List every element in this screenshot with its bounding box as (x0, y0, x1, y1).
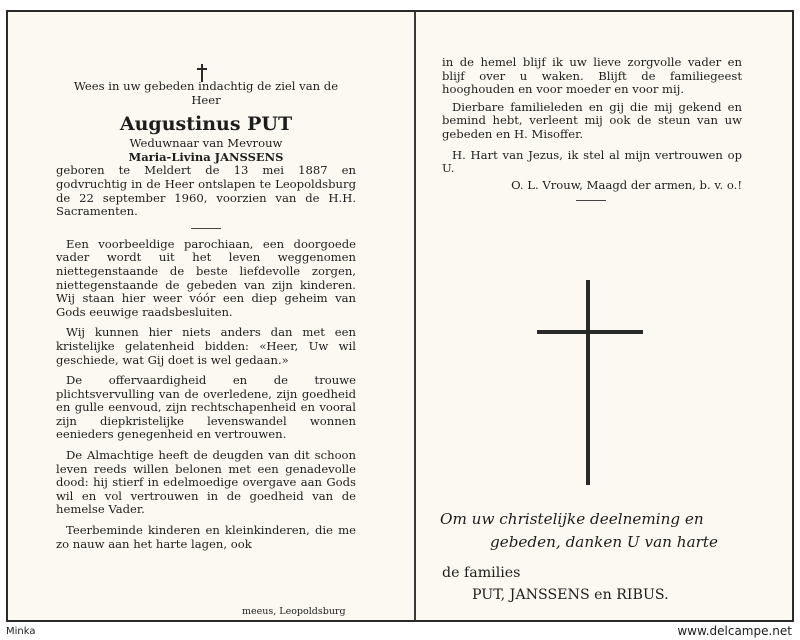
birth-text: geboren te Meldert de 13 mei 1887 en godvruchtig in de Heer ontslapen te Leopoldsburg de 22 september 1960, voorzien van de H.H. Sacramenten. (56, 163, 356, 219)
printer-credit: meeus, Leopoldsburg (242, 606, 346, 617)
right-paragraph-1: in de hemel blijf ik uw lieve zorgvolle vader en blijf over u waken. Blijft de familiegeest hooghouden en voor moeder en voor mij. (442, 55, 742, 97)
watermark-left: Minka (6, 626, 36, 637)
families-block (442, 562, 669, 606)
intro-text: Wees in uw gebeden indachtig de ziel van de Heer (73, 79, 339, 107)
families-label: de families (442, 565, 521, 581)
right-panel (442, 56, 742, 201)
right-paragraph-3: H. Hart van Jezus, ik stel al mijn vertrouwen op U. (442, 147, 742, 176)
widower-line: Weduwnaar van Mevrouw (129, 136, 283, 151)
watermark-right: www.delcampe.net (677, 624, 792, 638)
thanks-line-2: gebeden, danken U van harte (490, 533, 718, 551)
paragraph-3: De offervaardigheid en de trouwe plichtsvervulling van de overledene, zijn goedheid en gulle eenvoud, zijn rechtschapenheid en vooral zijn diepkristelijke levenswandel wonnen eenieders genegenheid en vertrouwen. (56, 373, 356, 442)
fold-line (414, 12, 416, 620)
large-cross-icon (535, 280, 645, 485)
left-panel (56, 62, 356, 551)
right-paragraph-2: Dierbare familieleden en gij die mij gekend en bemind hebt, verleent mij ook de steun van uw gebeden en H. Misoffer. (442, 99, 742, 141)
paragraph-5: Teerbeminde kinderen en kleinkinderen, die me zo nauw aan het harte lagen, ook (56, 523, 356, 551)
wife-name: Maria-Livina JANSSENS (128, 149, 284, 164)
thanks-line-1: Om uw christelijke deelneming en (440, 510, 704, 528)
right-paragraph-4: O. L. Vrouw, Maagd der armen, b. v. o.! (511, 177, 742, 192)
families-names: PUT, JANSSENS en RIBUS. (472, 587, 669, 603)
deceased-name: Augustinus PUT (119, 113, 293, 136)
paragraph-2: Wij kunnen hier niets anders dan met een kristelijke gelatenheid bidden: «Heer, Uw wil geschiede, wat Gij doet is wel gedaan.» (56, 325, 356, 367)
thanks-text (440, 508, 746, 554)
divider (191, 228, 221, 229)
right-divider (576, 200, 606, 201)
paragraph-1: Een voorbeeldige parochiaan, een doorgoede vader wordt uit het leven weggenomen niettegenstaande de beste liefdevolle zorgen, niettegenstaande de gebeden van zijn kinderen. Wij staan hier weer vóór een diep geheim van Gods eeuwige raadsbesluiten. (56, 236, 356, 319)
paragraph-4: De Almachtige heeft de deugden van dit schoon leven reeds willen belonen met een genadevolle dood: hij stierf in edelmoedige overgave aan Gods wil en vol vertrouwen in de goedheid van de hemelse Vader. (56, 448, 356, 517)
